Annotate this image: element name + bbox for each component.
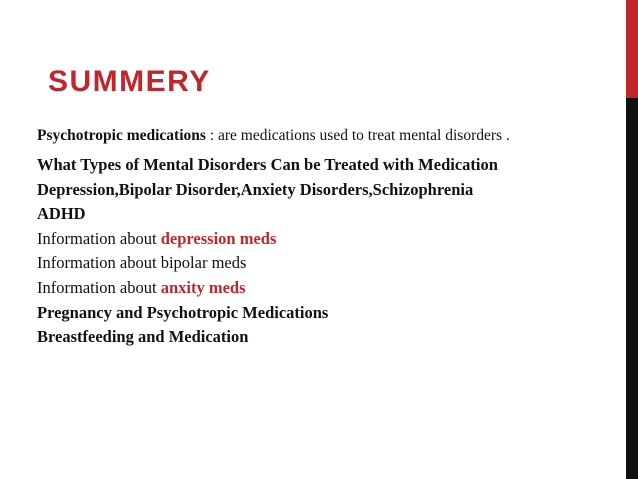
anxity-meds-link[interactable]: anxity meds: [160, 277, 246, 297]
intro-term: Psychotropic medications: [37, 127, 206, 144]
item-prefix: Information about: [37, 228, 161, 248]
accent-bar-dark: [626, 98, 638, 479]
list-item-anxiety-meds: [37, 276, 597, 301]
list-item-pregnancy: Pregnancy and Psychotropic Medications: [37, 302, 329, 322]
slide-title: SUMMERY: [48, 65, 211, 98]
intro-definition: : are medications used to treat mental disorders .: [205, 127, 510, 144]
list-item-depression-meds: [37, 227, 597, 252]
item-prefix: Information about: [37, 277, 161, 297]
list-item-bipolar-meds: Information about bipolar meds: [37, 253, 247, 273]
accent-bar-red: [626, 0, 638, 98]
slide-body: [37, 126, 597, 350]
list-item-adhd: ADHD: [37, 204, 86, 224]
list-item-breastfeeding: Breastfeeding and Medication: [37, 327, 249, 347]
depression-meds-link[interactable]: depression meds: [160, 228, 277, 248]
list-item-treatable-disorders: What Types of Mental Disorders Can be Treated with Medication: [37, 155, 498, 174]
list-item-disorder-names: Depression,Bipolar Disorder,Anxiety Disorders,Schizophrenia: [37, 179, 474, 199]
intro-paragraph: [37, 126, 597, 145]
